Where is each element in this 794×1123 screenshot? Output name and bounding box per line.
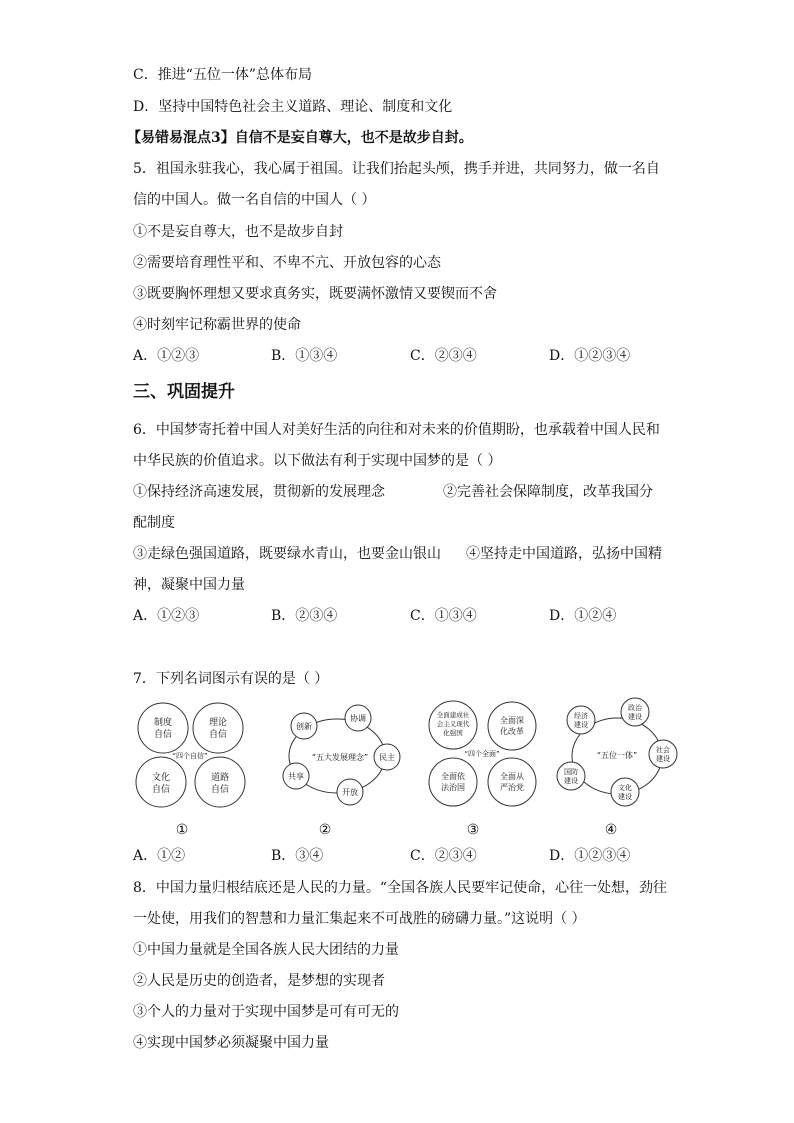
q8-statement-1: ①中国力量就是全国各族人民大团结的力量 [133,942,399,958]
option-d-text: D．坚持中国特色社会主义道路、理论、制度和文化 [133,99,453,115]
diagram-five-development-concepts [280,700,395,808]
diagram4-item-3a: 文化 [618,784,632,792]
diagram2-item-5: 共享 [288,772,304,781]
q7-option-d[interactable]: D．①②③④ [549,848,631,864]
statement-4: ④时刻牢记称霸世界的使命 [133,317,301,333]
q6-option-c[interactable]: C．①③④ [410,608,477,624]
diagram3-item-1b: 会主义现代 [436,720,470,728]
diagram2-item-3: 民主 [379,753,395,762]
question-8-line-1: 8．中国力量归根结底还是人民的力量。“全国各族人民要牢记使命，心往一处想，劲往 [133,880,668,896]
q6-statement-2: ②完善社会保障制度，改革我国分 [443,484,653,500]
q6-statement-2-cont: 配制度 [133,515,175,531]
diagram4-item-3b: 建设 [618,793,632,801]
diagram4-item-1b: 建设 [628,713,642,721]
diagram1-item-3b: 自信 [151,785,171,795]
q6-statement-4-cont: 神，凝聚中国力量 [133,577,245,593]
q6-statement-4: ④坚持走中国道路，弘扬中国精 [466,546,662,562]
diagram4-item-4a: 国防 [564,768,578,776]
question-5-line-1: 5．祖国永驻我心，我心属于祖国。让我们抬起头颅，携手并进，共同努力，做一名自 [133,161,660,177]
diagram3-item-4b: 严治党 [500,783,524,792]
diagram-four-comprehensives [425,700,540,808]
diagram1-item-2a: 理论 [208,718,228,728]
q8-statement-3: ③个人的力量对于实现中国梦是可有可无的 [133,1004,399,1020]
q6-option-b[interactable]: B．②③④ [271,608,338,624]
diagram1-item-1a: 制度 [153,718,173,728]
diagram4-item-2b: 建设 [656,755,670,763]
question-8-line-2: 一处使，用我们的智慧和力量汇集起来不可战胜的磅礴力量。”这说明（ ） [133,911,586,927]
diagram3-center: “四个全面” [464,750,500,758]
diagram3-item-2a: 全面深 [500,716,524,725]
diagram2-center: “五大发展理念” [311,753,369,762]
q6-statement-1: ①保持经济高速发展，贯彻新的发展理念 [133,484,385,500]
q8-statement-2: ②人民是历史的创造者，是梦想的实现者 [133,973,385,989]
diagram1-label: ① [175,822,189,838]
diagram2-item-1: 创新 [296,722,312,731]
statement-3: ③既要胸怀理想又要求真务实，既要满怀激情又要锲而不舍 [133,286,497,302]
diagram1-item-3a: 文化 [151,773,171,783]
diagram2-label: ② [318,822,332,838]
q6-statement-3: ③走绿色强国道路，既要绿水青山，也要金山银山 [133,546,441,562]
diagram1-item-4a: 道路 [210,773,230,783]
section-heading: 三、巩固提升 [133,382,235,402]
section-note: 【易错易混点3】自信不是妄自尊大，也不是故步自封。 [127,130,473,146]
diagram2-item-4: 开放 [342,788,358,797]
option-c-text: C．推进“五位一体”总体布局 [133,67,313,83]
question-7: 7．下列名词图示有误的是（ ） [133,671,329,687]
question-5-line-2: 信的中国人。做一名自信的中国人（ ） [133,192,376,208]
q5-option-b[interactable]: B．①③④ [271,348,338,364]
diagram4-center: “五位一体” [596,751,638,760]
q5-option-d[interactable]: D．①②③④ [549,348,631,364]
diagram4-item-5a: 经济 [574,712,588,720]
diagram1-center: “四个自信” [172,752,208,760]
diagram4-item-5b: 建设 [574,721,588,729]
diagram3-label: ③ [466,822,480,838]
q7-option-a[interactable]: A．①② [133,848,186,864]
q5-option-a[interactable]: A．①②③ [133,348,200,364]
q7-option-b[interactable]: B．③④ [271,848,324,864]
diagram-five-in-one [562,700,677,808]
diagram3-item-1c: 化强国 [443,729,463,737]
diagram4-item-4b: 建设 [564,777,578,785]
statement-2: ②需要培育理性平和、不卑不亢、开放包容的心态 [133,255,441,271]
diagram1-item-4b: 自信 [210,785,230,795]
q5-option-c[interactable]: C．②③④ [410,348,477,364]
diagram-four-confidences [133,700,248,808]
question-6-line-1: 6．中国梦寄托着中国人对美好生活的向往和对未来的价值期盼，也承载着中国人民和 [133,422,660,438]
statement-1: ①不是妄自尊大，也不是故步自封 [133,224,343,240]
diagram4-item-2a: 社会 [656,746,670,754]
q7-option-c[interactable]: C．②③④ [410,848,477,864]
diagram3-item-2b: 化改革 [500,727,524,736]
question-6-line-2: 中华民族的价值追求。以下做法有利于实现中国梦的是（ ） [133,453,502,469]
diagram1-item-2b: 自信 [208,730,228,740]
q6-option-a[interactable]: A．①②③ [133,608,200,624]
diagram1-item-1b: 自信 [153,730,173,740]
diagram3-item-3a: 全面依 [441,772,465,781]
diagram3-item-4a: 全面从 [500,772,524,781]
diagram3-item-1a: 全面建成社 [436,711,470,719]
diagram4-item-1a: 政治 [628,704,642,712]
q8-statement-4: ④实现中国梦必须凝聚中国力量 [133,1035,329,1051]
q6-option-d[interactable]: D．①②④ [549,608,617,624]
diagram4-label: ④ [604,822,618,838]
diagram2-item-2: 协调 [350,714,366,723]
diagram3-item-3b: 法治国 [441,783,465,792]
